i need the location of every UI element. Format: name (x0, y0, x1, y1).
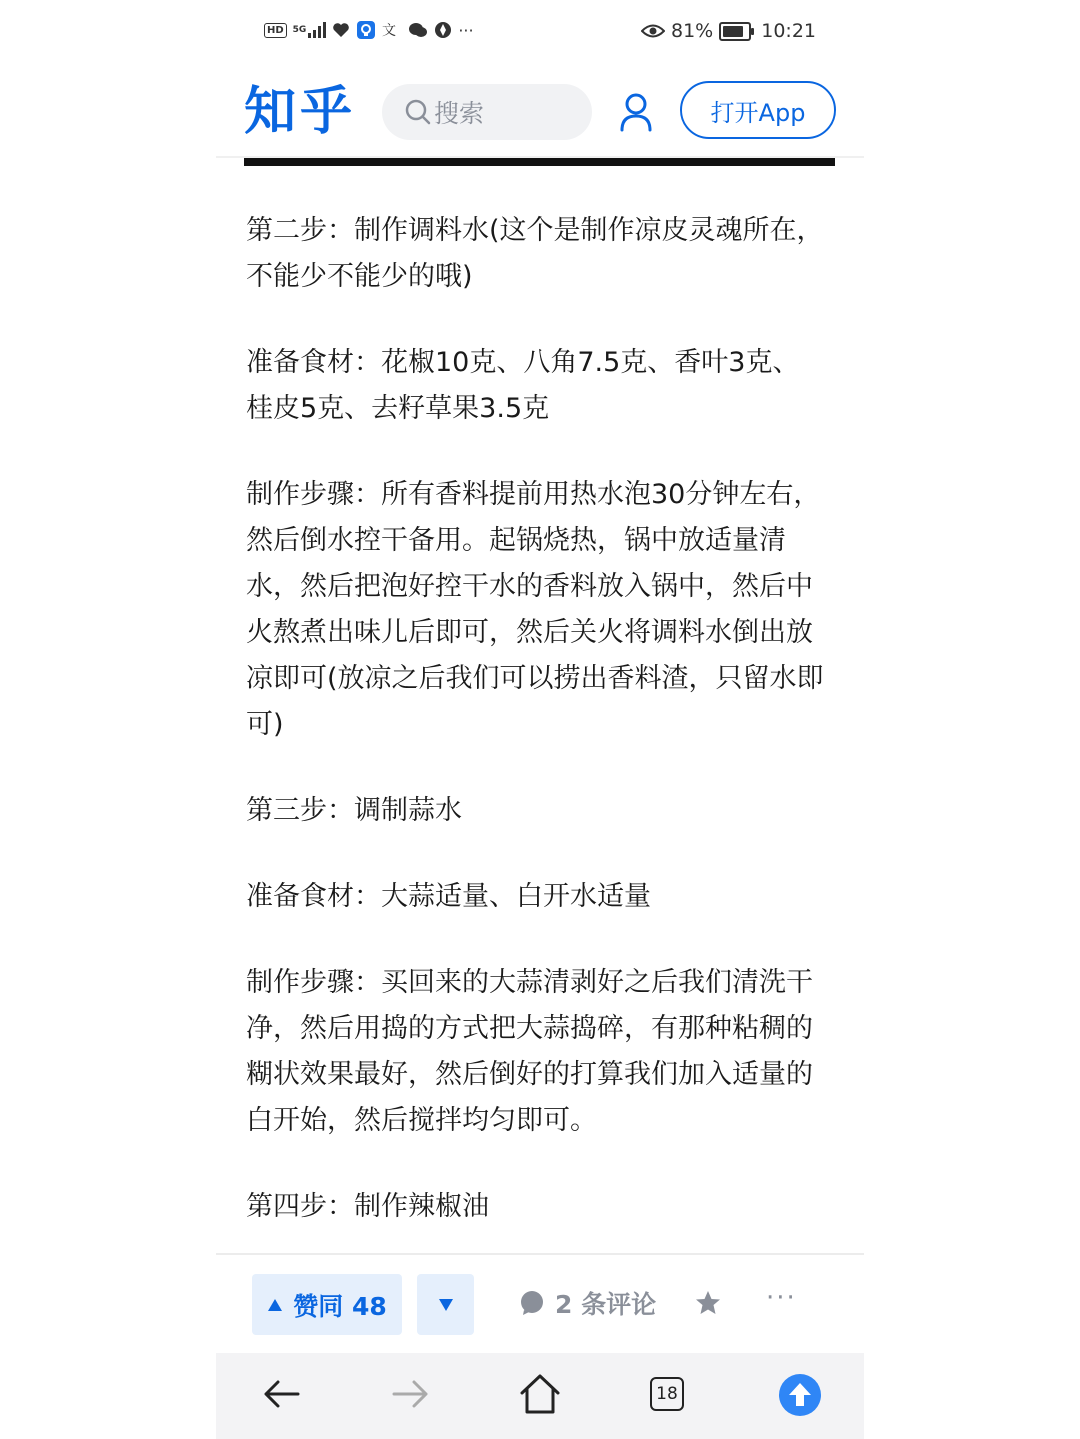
phone-screen (216, 0, 864, 1439)
paragraph: 制作步骤：买回来的大蒜清剥好之后我们清洗干净，然后用捣的方式把大蒜捣碎，有那种粘稠的糊状效果最好，然后倒好的打算我们加入适量的白开始，然后搅拌均匀即可。 (246, 967, 813, 1136)
status-bar (216, 0, 864, 66)
browser-toolbar (216, 1353, 864, 1439)
eye-icon (641, 23, 665, 39)
paragraph: 第四步：制作辣椒油 (246, 1191, 489, 1222)
status-more: ··· (458, 20, 474, 40)
star-icon[interactable] (694, 1289, 722, 1317)
battery-icon (719, 22, 751, 41)
svg-text:文: 文 (382, 23, 397, 39)
paragraph: 准备食材：花椒10克、八角7.5克、香叶3克、桂皮5克、去籽草果3.5克 (246, 347, 800, 424)
status-left (264, 20, 474, 40)
network-label: 5G (292, 25, 307, 35)
paragraph: 制作步骤：所有香料提前用热水泡30分钟左右，然后倒水控干备用。起锅烧热，锅中放适量清水，然后把泡好控干水的香料放入锅中，然后中火熬煮出味儿后即可，然后关火将调料水倒出放凉即可(放凉之后我们可以捞出香料渣，只留水即可) (246, 479, 824, 740)
search-icon (404, 98, 432, 126)
search-placeholder: 搜索 (434, 99, 485, 128)
status-right (641, 20, 816, 42)
search-box[interactable] (382, 84, 592, 140)
open-app-button[interactable]: 打开App (680, 81, 836, 139)
hd-badge: HD (264, 23, 287, 38)
tabs-button[interactable]: 18 (650, 1377, 684, 1411)
paragraph: 第三步：调制蒜水 (246, 795, 462, 826)
translate-icon (382, 21, 402, 39)
signal-icon (308, 22, 326, 38)
shield-app-icon (356, 20, 376, 40)
site-header (216, 76, 864, 148)
clock: 10:21 (761, 20, 816, 42)
heart-icon (332, 22, 350, 38)
zhihu-logo[interactable]: 知乎 (244, 82, 357, 142)
more-button[interactable]: ··· (766, 1283, 797, 1313)
back-arrow-icon[interactable] (260, 1373, 302, 1415)
vote-down-button[interactable] (417, 1274, 474, 1335)
comment-icon (519, 1290, 545, 1316)
upload-icon[interactable] (778, 1373, 822, 1417)
home-icon[interactable] (518, 1373, 562, 1415)
battery-percent: 81% (671, 20, 714, 42)
wechat-icon (408, 21, 428, 39)
triangle-up-icon (267, 1298, 283, 1312)
action-bar (216, 1255, 864, 1353)
image-bottom-edge (244, 158, 835, 166)
vote-up-button[interactable] (252, 1274, 402, 1335)
paragraph: 第二步：制作调料水(这个是制作凉皮灵魂所在，不能少不能少的哦) (246, 215, 824, 292)
battery-fill (723, 26, 742, 37)
user-icon[interactable] (618, 92, 654, 132)
forward-arrow-icon[interactable] (390, 1373, 432, 1415)
browser-app-icon (434, 21, 452, 39)
comments-label: 2 条评论 (555, 1290, 657, 1319)
triangle-down-icon (438, 1298, 454, 1312)
comments-button[interactable] (519, 1285, 656, 1321)
paragraph: 准备食材：大蒜适量、白开水适量 (246, 881, 651, 912)
vote-up-label: 赞同 48 (293, 1291, 387, 1321)
article-body (246, 208, 826, 1270)
